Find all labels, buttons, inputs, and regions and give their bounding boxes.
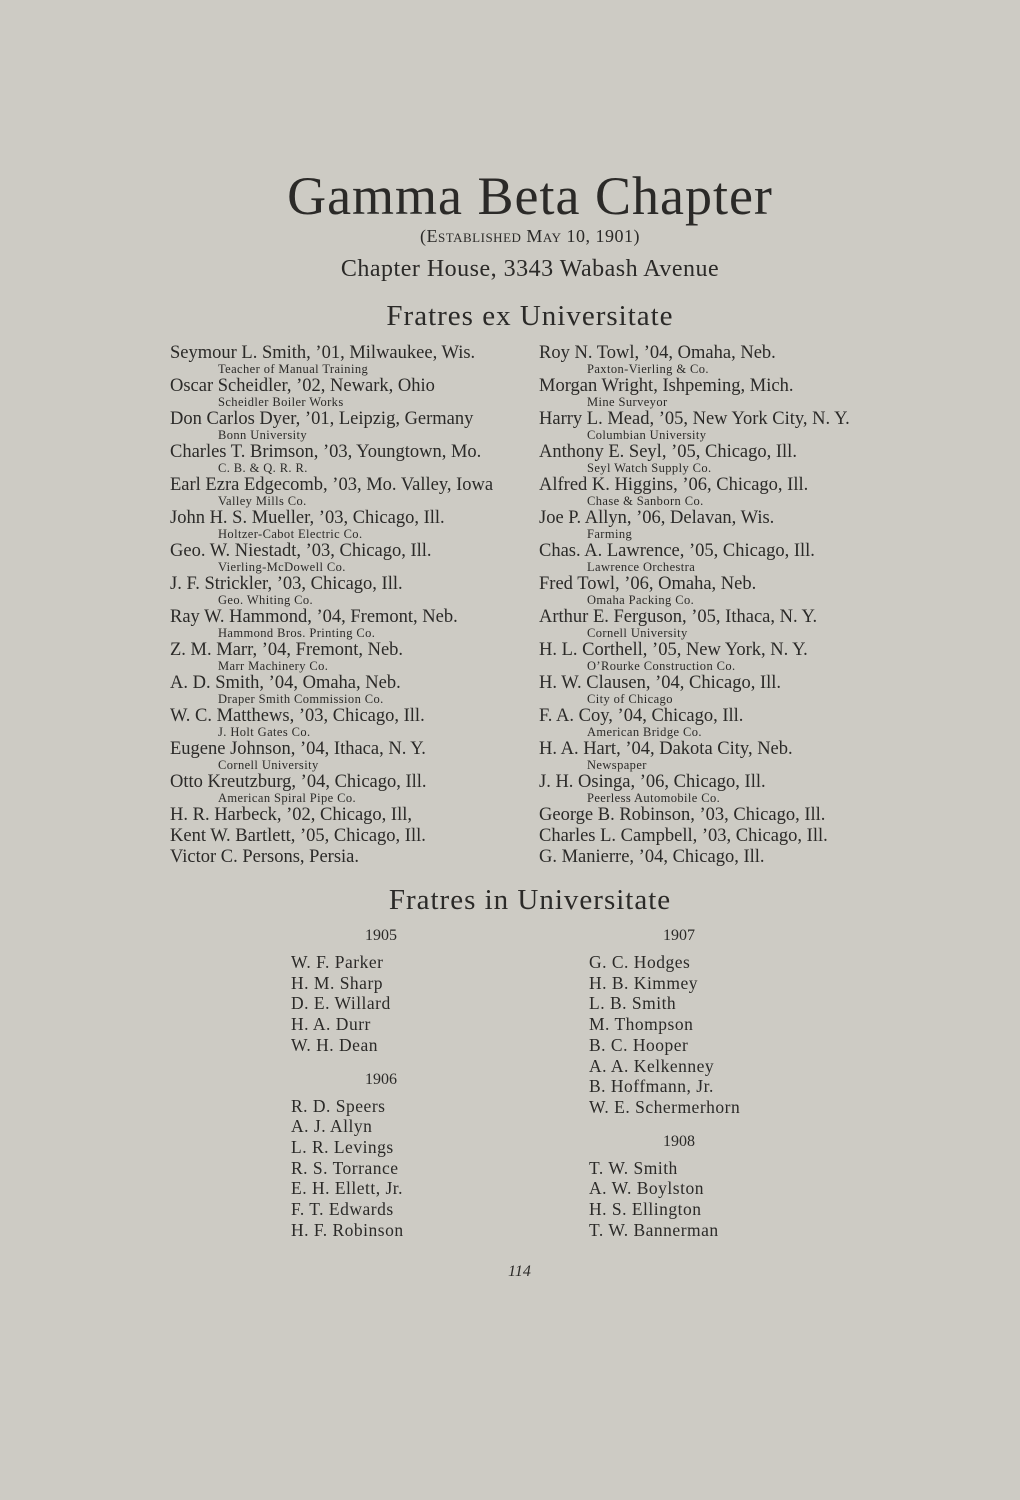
alumnus-name: Chas. A. Lawrence, ’05, Chicago, Ill. bbox=[539, 541, 815, 561]
alumnus-occupation: Cornell University bbox=[587, 626, 688, 640]
alumnus-occupation: American Spiral Pipe Co. bbox=[218, 791, 357, 805]
alumnus-entry bbox=[170, 772, 540, 805]
alumnus-occupation: Marr Machinery Co. bbox=[218, 659, 329, 673]
alumnus-entry bbox=[539, 343, 909, 376]
alumnus-occupation: C. B. & Q. R. R. bbox=[218, 461, 308, 475]
alumnus-entry bbox=[539, 805, 909, 826]
chapter-house-address: Chapter House, 3343 Wabash Avenue bbox=[340, 256, 720, 282]
alumnus-name: Geo. W. Niestadt, ’03, Chicago, Ill. bbox=[170, 541, 432, 561]
alumnus-entry bbox=[170, 739, 540, 772]
fratres-in-heading: Fratres in Universitate bbox=[388, 884, 672, 916]
alumnus-occupation: Lawrence Orchestra bbox=[587, 560, 696, 574]
alumnus-occupation: Newspaper bbox=[587, 758, 647, 772]
alumnus-occupation: Mine Surveyor bbox=[587, 395, 668, 409]
alumnus-name: Z. M. Marr, ’04, Fremont, Neb. bbox=[170, 640, 404, 660]
alumnus-entry bbox=[170, 343, 540, 376]
alumnus-occupation: Geo. Whiting Co. bbox=[218, 593, 314, 607]
alumnus-name: Anthony E. Seyl, ’05, Chicago, Ill. bbox=[539, 442, 797, 462]
alumnus-entry bbox=[170, 442, 540, 475]
alumnus-name: H. W. Clausen, ’04, Chicago, Ill. bbox=[539, 673, 782, 693]
alumnus-name: Victor C. Persons, Persia. bbox=[170, 847, 360, 867]
class-member: D. E. Willard bbox=[291, 993, 391, 1014]
alumnus-entry bbox=[539, 847, 909, 868]
alumnus-entry bbox=[539, 376, 909, 409]
alumnus-entry bbox=[170, 640, 540, 673]
class-member: L. B. Smith bbox=[589, 993, 677, 1014]
alumnus-name: G. Manierre, ’04, Chicago, Ill. bbox=[539, 847, 765, 867]
class-member: B. Hoffmann, Jr. bbox=[589, 1076, 714, 1097]
class-member: H. F. Robinson bbox=[291, 1219, 404, 1240]
alumnus-name: Earl Ezra Edgecomb, ’03, Mo. Valley, Iowa bbox=[170, 475, 494, 495]
alumnus-name: Seymour L. Smith, ’01, Milwaukee, Wis. bbox=[170, 343, 476, 363]
alumnus-name: Alfred K. Higgins, ’06, Chicago, Ill. bbox=[539, 475, 809, 495]
alumnus-entry bbox=[539, 508, 909, 541]
alumnus-occupation: Draper Smith Commission Co. bbox=[218, 692, 384, 706]
alumnus-name: Charles L. Campbell, ’03, Chicago, Ill. bbox=[539, 826, 828, 846]
alumnus-name: Harry L. Mead, ’05, New York City, N. Y. bbox=[539, 409, 850, 429]
alumnus-entry bbox=[539, 541, 909, 574]
members-by-class-left bbox=[291, 926, 491, 1240]
alumnus-entry bbox=[539, 574, 909, 607]
alumnus-entry bbox=[539, 475, 909, 508]
alumnus-name: Ray W. Hammond, ’04, Fremont, Neb. bbox=[170, 607, 458, 627]
alumnus-occupation: Paxton-Vierling & Co. bbox=[587, 362, 709, 376]
alumnus-name: Morgan Wright, Ishpeming, Mich. bbox=[539, 376, 794, 396]
alumnus-name: H. R. Harbeck, ’02, Chicago, Ill, bbox=[170, 805, 412, 825]
alumnus-name: A. D. Smith, ’04, Omaha, Neb. bbox=[170, 673, 401, 693]
class-member: W. H. Dean bbox=[291, 1034, 378, 1055]
alumnus-entry bbox=[170, 376, 540, 409]
alumnus-entry bbox=[170, 574, 540, 607]
class-member: B. C. Hooper bbox=[589, 1034, 689, 1055]
alumnus-name: J. F. Strickler, ’03, Chicago, Ill. bbox=[170, 574, 403, 594]
class-member: A. A. Kelkenney bbox=[589, 1055, 715, 1076]
alumnus-entry bbox=[170, 508, 540, 541]
alumnus-entry bbox=[170, 805, 540, 826]
alumnus-occupation: Cornell University bbox=[218, 758, 319, 772]
class-member: H. A. Durr bbox=[291, 1014, 371, 1035]
class-member: G. C. Hodges bbox=[589, 952, 691, 972]
class-member: W. F. Parker bbox=[291, 952, 384, 972]
alumnus-occupation: Vierling-McDowell Co. bbox=[218, 560, 346, 574]
alumnus-entry bbox=[170, 673, 540, 706]
alumnus-name: Arthur E. Ferguson, ’05, Ithaca, N. Y. bbox=[539, 607, 818, 627]
alumnus-entry bbox=[539, 640, 909, 673]
spacer bbox=[589, 1118, 789, 1132]
alumnus-name: Roy N. Towl, ’04, Omaha, Neb. bbox=[539, 343, 776, 363]
class-member: E. H. Ellett, Jr. bbox=[291, 1178, 404, 1199]
class-member: A. W. Boylston bbox=[589, 1178, 704, 1199]
alumnus-entry bbox=[539, 409, 909, 442]
alumnus-occupation: Valley Mills Co. bbox=[218, 494, 307, 508]
class-member: H. S. Ellington bbox=[589, 1199, 702, 1220]
alumnus-name: J. H. Osinga, ’06, Chicago, Ill. bbox=[539, 772, 766, 792]
alumnus-occupation: Seyl Watch Supply Co. bbox=[587, 461, 712, 475]
page-title: Gamma Beta Chapter bbox=[287, 166, 773, 226]
class-member: F. T. Edwards bbox=[291, 1199, 394, 1220]
class-member: M. Thompson bbox=[589, 1014, 694, 1035]
alumnus-name: F. A. Coy, ’04, Chicago, Ill. bbox=[539, 706, 744, 726]
alumnus-name: Don Carlos Dyer, ’01, Leipzig, Germany bbox=[170, 409, 474, 429]
alumnus-entry bbox=[539, 826, 909, 847]
alumnus-occupation: American Bridge Co. bbox=[587, 725, 702, 739]
alumnus-entry bbox=[170, 847, 540, 868]
alumnus-occupation: J. Holt Gates Co. bbox=[218, 725, 311, 739]
class-member: W. E. Schermerhorn bbox=[589, 1096, 741, 1117]
alumnus-occupation: Bonn University bbox=[218, 428, 307, 442]
class-member: R. D. Speers bbox=[291, 1095, 386, 1116]
class-member: H. M. Sharp bbox=[291, 972, 384, 993]
alumnus-occupation: Farming bbox=[587, 527, 633, 541]
page-number: 114 bbox=[508, 1263, 531, 1280]
spacer bbox=[291, 1056, 491, 1070]
class-member: H. B. Kimmey bbox=[589, 972, 699, 993]
alumnus-name: Otto Kreutzburg, ’04, Chicago, Ill. bbox=[170, 772, 427, 792]
alumnus-name: H. L. Corthell, ’05, New York, N. Y. bbox=[539, 640, 808, 660]
alumnus-occupation: Columbian University bbox=[587, 428, 707, 442]
class-year: 1906 bbox=[365, 1070, 397, 1088]
alumni-list-left bbox=[170, 343, 540, 868]
alumnus-occupation: Scheidler Boiler Works bbox=[218, 395, 344, 409]
class-year: 1907 bbox=[663, 927, 695, 944]
alumnus-entry bbox=[170, 475, 540, 508]
alumnus-entry bbox=[539, 442, 909, 475]
alumnus-occupation: O’Rourke Construction Co. bbox=[587, 659, 736, 673]
class-member: L. R. Levings bbox=[291, 1136, 394, 1157]
alumnus-entry bbox=[170, 607, 540, 640]
alumnus-occupation: Teacher of Manual Training bbox=[218, 362, 369, 376]
alumnus-name: W. C. Matthews, ’03, Chicago, Ill. bbox=[170, 706, 425, 726]
class-member: T. W. Bannerman bbox=[589, 1219, 719, 1240]
alumnus-name: Oscar Scheidler, ’02, Newark, Ohio bbox=[170, 376, 435, 396]
fratres-ex-heading: Fratres ex Universitate bbox=[386, 300, 674, 332]
class-year: 1905 bbox=[365, 927, 397, 944]
alumnus-name: John H. S. Mueller, ’03, Chicago, Ill. bbox=[170, 508, 445, 528]
alumnus-entry bbox=[539, 706, 909, 739]
class-member: T. W. Smith bbox=[589, 1157, 678, 1178]
alumnus-name: Eugene Johnson, ’04, Ithaca, N. Y. bbox=[170, 739, 426, 759]
alumnus-occupation: Omaha Packing Co. bbox=[587, 593, 695, 607]
alumnus-entry bbox=[539, 607, 909, 640]
alumnus-occupation: Holtzer-Cabot Electric Co. bbox=[218, 527, 363, 541]
alumnus-entry bbox=[170, 541, 540, 574]
alumnus-occupation: City of Chicago bbox=[587, 692, 673, 706]
alumnus-name: Fred Towl, ’06, Omaha, Neb. bbox=[539, 574, 757, 594]
alumnus-name: George B. Robinson, ’03, Chicago, Ill. bbox=[539, 805, 826, 825]
alumnus-entry bbox=[170, 826, 540, 847]
alumnus-entry bbox=[539, 673, 909, 706]
alumnus-occupation: Hammond Bros. Printing Co. bbox=[218, 626, 376, 640]
alumnus-name: Kent W. Bartlett, ’05, Chicago, Ill. bbox=[170, 826, 426, 846]
alumnus-entry bbox=[170, 409, 540, 442]
alumnus-entry bbox=[539, 739, 909, 772]
class-year: 1908 bbox=[663, 1132, 695, 1150]
alumni-list-right bbox=[539, 343, 909, 868]
class-member: R. S. Torrance bbox=[291, 1157, 399, 1178]
alumnus-name: H. A. Hart, ’04, Dakota City, Neb. bbox=[539, 739, 793, 759]
alumnus-name: Charles T. Brimson, ’03, Youngtown, Mo. bbox=[170, 442, 482, 462]
alumnus-name: Joe P. Allyn, ’06, Delavan, Wis. bbox=[539, 508, 775, 528]
established-date: (Established May 10, 1901) bbox=[420, 226, 640, 246]
alumnus-occupation: Chase & Sanborn Co. bbox=[587, 494, 704, 508]
class-member: A. J. Allyn bbox=[291, 1116, 373, 1137]
alumnus-occupation: Peerless Automobile Co. bbox=[587, 791, 721, 805]
members-by-class-right bbox=[589, 926, 789, 1240]
alumnus-entry bbox=[170, 706, 540, 739]
alumnus-entry bbox=[539, 772, 909, 805]
